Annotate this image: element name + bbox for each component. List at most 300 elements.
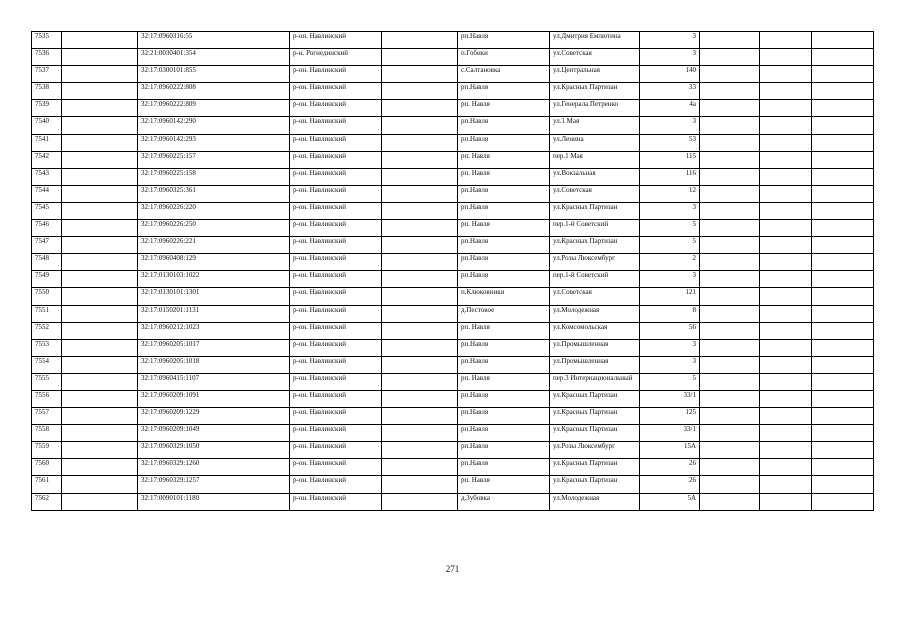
table-row bbox=[32, 134, 874, 151]
blank-col-2-cell bbox=[382, 288, 458, 305]
district-cell: р-он. Навлинский bbox=[290, 254, 382, 271]
record-number-cell: 7536 bbox=[32, 49, 62, 66]
house-number-cell: 2 bbox=[640, 254, 700, 271]
house-number-cell: 125 bbox=[640, 408, 700, 425]
blank-col-2-cell bbox=[382, 254, 458, 271]
blank-col-1-cell bbox=[62, 66, 138, 83]
blank-col-2-cell bbox=[382, 356, 458, 373]
street-cell: ул.Красных Партизан bbox=[550, 476, 640, 493]
house-number-cell: 4а bbox=[640, 100, 700, 117]
blank-col-2-cell bbox=[382, 476, 458, 493]
record-number-cell: 7545 bbox=[32, 202, 62, 219]
blank-col-5-cell bbox=[812, 83, 874, 100]
district-cell: р-он. Навлинский bbox=[290, 100, 382, 117]
house-number-cell: 12 bbox=[640, 185, 700, 202]
house-number-cell: 26 bbox=[640, 476, 700, 493]
blank-col-4-cell bbox=[760, 100, 812, 117]
street-cell: ул.Генерала Петренко bbox=[550, 100, 640, 117]
record-number-cell: 7537 bbox=[32, 66, 62, 83]
settlement-cell: рп. Навля bbox=[458, 373, 550, 390]
table-row bbox=[32, 442, 874, 459]
district-cell: р-он. Навлинский bbox=[290, 476, 382, 493]
table-row bbox=[32, 220, 874, 237]
record-number-cell: 7543 bbox=[32, 168, 62, 185]
blank-col-3-cell bbox=[700, 305, 760, 322]
blank-col-2-cell bbox=[382, 442, 458, 459]
blank-col-1-cell bbox=[62, 271, 138, 288]
table-row bbox=[32, 185, 874, 202]
table-row bbox=[32, 254, 874, 271]
blank-col-4-cell bbox=[760, 83, 812, 100]
blank-col-3-cell bbox=[700, 32, 760, 49]
record-number-cell: 7559 bbox=[32, 442, 62, 459]
blank-col-2-cell bbox=[382, 493, 458, 510]
blank-col-5-cell bbox=[812, 117, 874, 134]
blank-col-2-cell bbox=[382, 271, 458, 288]
settlement-cell: с.Салтановка bbox=[458, 66, 550, 83]
blank-col-4-cell bbox=[760, 408, 812, 425]
table-row bbox=[32, 117, 874, 134]
settlement-cell: рп.Навля bbox=[458, 459, 550, 476]
house-number-cell: 115 bbox=[640, 151, 700, 168]
table-row bbox=[32, 356, 874, 373]
district-cell: р-он. Навлинский bbox=[290, 493, 382, 510]
house-number-cell: 8 bbox=[640, 305, 700, 322]
blank-col-4-cell bbox=[760, 220, 812, 237]
table-row bbox=[32, 305, 874, 322]
record-number-cell: 7538 bbox=[32, 83, 62, 100]
street-cell: ул.Комсомольская bbox=[550, 322, 640, 339]
cadastral-number-cell: 32:17:0960222:809 bbox=[138, 100, 290, 117]
district-cell: р-он. Навлинский bbox=[290, 134, 382, 151]
house-number-cell: 26 bbox=[640, 459, 700, 476]
page-number: 271 bbox=[445, 564, 460, 574]
table-row bbox=[32, 339, 874, 356]
blank-col-5-cell bbox=[812, 288, 874, 305]
table-row bbox=[32, 66, 874, 83]
blank-col-2-cell bbox=[382, 32, 458, 49]
blank-col-2-cell bbox=[382, 237, 458, 254]
record-number-cell: 7540 bbox=[32, 117, 62, 134]
cadastral-number-cell: 32:17:0960316:55 bbox=[138, 32, 290, 49]
street-cell: пер.1-й Советский bbox=[550, 271, 640, 288]
street-cell: ул.Дмитрия Емлютина bbox=[550, 32, 640, 49]
record-number-cell: 7551 bbox=[32, 305, 62, 322]
blank-col-1-cell bbox=[62, 442, 138, 459]
cadastral-number-cell: 32:17:0960325:361 bbox=[138, 185, 290, 202]
blank-col-2-cell bbox=[382, 151, 458, 168]
house-number-cell: 3 bbox=[640, 356, 700, 373]
house-number-cell: 5 bbox=[640, 220, 700, 237]
blank-col-3-cell bbox=[700, 288, 760, 305]
blank-col-1-cell bbox=[62, 425, 138, 442]
cadastral-number-cell: 32:17:0960222:808 bbox=[138, 83, 290, 100]
blank-col-3-cell bbox=[700, 271, 760, 288]
blank-col-4-cell bbox=[760, 254, 812, 271]
table-row bbox=[32, 373, 874, 390]
street-cell: ул.Советская bbox=[550, 185, 640, 202]
blank-col-5-cell bbox=[812, 66, 874, 83]
blank-col-1-cell bbox=[62, 168, 138, 185]
blank-col-3-cell bbox=[700, 117, 760, 134]
cadastral-number-cell: 32:17:0960142:290 bbox=[138, 117, 290, 134]
cadastral-number-cell: 32:17:0960226:220 bbox=[138, 202, 290, 219]
table-row bbox=[32, 476, 874, 493]
blank-col-4-cell bbox=[760, 168, 812, 185]
street-cell: ул.Вокзальная bbox=[550, 168, 640, 185]
blank-col-2-cell bbox=[382, 220, 458, 237]
cadastral-number-cell: 32:17:0960226:250 bbox=[138, 220, 290, 237]
table-row bbox=[32, 288, 874, 305]
settlement-cell: рп.Навля bbox=[458, 442, 550, 459]
settlement-cell: рп. Навля bbox=[458, 100, 550, 117]
blank-col-2-cell bbox=[382, 117, 458, 134]
cadastral-number-cell: 32:17:0960209:1091 bbox=[138, 390, 290, 407]
blank-col-3-cell bbox=[700, 425, 760, 442]
blank-col-5-cell bbox=[812, 185, 874, 202]
street-cell: ул.Центральная bbox=[550, 66, 640, 83]
house-number-cell: 3 bbox=[640, 117, 700, 134]
blank-col-2-cell bbox=[382, 305, 458, 322]
table-row bbox=[32, 322, 874, 339]
table-row bbox=[32, 390, 874, 407]
blank-col-5-cell bbox=[812, 425, 874, 442]
street-cell: ул.Молодежная bbox=[550, 305, 640, 322]
record-number-cell: 7535 bbox=[32, 32, 62, 49]
blank-col-3-cell bbox=[700, 408, 760, 425]
house-number-cell: 33/1 bbox=[640, 390, 700, 407]
blank-col-4-cell bbox=[760, 425, 812, 442]
street-cell: ул.Промышленная bbox=[550, 356, 640, 373]
blank-col-4-cell bbox=[760, 151, 812, 168]
settlement-cell: рп.Навля bbox=[458, 117, 550, 134]
blank-col-3-cell bbox=[700, 100, 760, 117]
settlement-cell: рп.Навля bbox=[458, 271, 550, 288]
record-number-cell: 7550 bbox=[32, 288, 62, 305]
settlement-cell: рп. Навля bbox=[458, 322, 550, 339]
house-number-cell: 33/1 bbox=[640, 425, 700, 442]
blank-col-5-cell bbox=[812, 151, 874, 168]
street-cell: ул.Красных Партизан bbox=[550, 202, 640, 219]
blank-col-1-cell bbox=[62, 32, 138, 49]
district-cell: р-он. Навлинский bbox=[290, 408, 382, 425]
house-number-cell: 5 bbox=[640, 373, 700, 390]
district-cell: р-он. Навлинский bbox=[290, 339, 382, 356]
registry-table bbox=[31, 31, 874, 511]
settlement-cell: рп. Навля bbox=[458, 168, 550, 185]
district-cell: р-н. Рогнединский bbox=[290, 49, 382, 66]
record-number-cell: 7547 bbox=[32, 237, 62, 254]
record-number-cell: 7552 bbox=[32, 322, 62, 339]
blank-col-1-cell bbox=[62, 459, 138, 476]
district-cell: р-он. Навлинский bbox=[290, 425, 382, 442]
record-number-cell: 7557 bbox=[32, 408, 62, 425]
cadastral-number-cell: 32:17:0960205:1017 bbox=[138, 339, 290, 356]
blank-col-4-cell bbox=[760, 356, 812, 373]
record-number-cell: 7544 bbox=[32, 185, 62, 202]
street-cell: пер.3 Интернациональный bbox=[550, 373, 640, 390]
blank-col-5-cell bbox=[812, 220, 874, 237]
blank-col-1-cell bbox=[62, 220, 138, 237]
blank-col-4-cell bbox=[760, 202, 812, 219]
blank-col-1-cell bbox=[62, 254, 138, 271]
table-row bbox=[32, 151, 874, 168]
table-row bbox=[32, 49, 874, 66]
table-row bbox=[32, 32, 874, 49]
blank-col-4-cell bbox=[760, 185, 812, 202]
blank-col-1-cell bbox=[62, 373, 138, 390]
street-cell: ул.Ленина bbox=[550, 134, 640, 151]
settlement-cell: рп.Навля bbox=[458, 185, 550, 202]
blank-col-1-cell bbox=[62, 237, 138, 254]
cadastral-number-cell: 32:17:0960142:293 bbox=[138, 134, 290, 151]
settlement-cell: рп.Навля bbox=[458, 254, 550, 271]
cadastral-number-cell: 32:17:0960408:129 bbox=[138, 254, 290, 271]
cadastral-number-cell: 32:17:0960209:1049 bbox=[138, 425, 290, 442]
settlement-cell: п.Гобики bbox=[458, 49, 550, 66]
blank-col-3-cell bbox=[700, 390, 760, 407]
blank-col-5-cell bbox=[812, 390, 874, 407]
blank-col-3-cell bbox=[700, 459, 760, 476]
cadastral-number-cell: 32:17:0960212:1023 bbox=[138, 322, 290, 339]
blank-col-4-cell bbox=[760, 134, 812, 151]
blank-col-2-cell bbox=[382, 373, 458, 390]
district-cell: р-он. Навлинский bbox=[290, 271, 382, 288]
blank-col-3-cell bbox=[700, 254, 760, 271]
blank-col-4-cell bbox=[760, 66, 812, 83]
district-cell: р-он. Навлинский bbox=[290, 288, 382, 305]
blank-col-4-cell bbox=[760, 339, 812, 356]
house-number-cell: 121 bbox=[640, 288, 700, 305]
street-cell: пер.1-й Советский bbox=[550, 220, 640, 237]
settlement-cell: д.Пестовое bbox=[458, 305, 550, 322]
table-row bbox=[32, 202, 874, 219]
blank-col-4-cell bbox=[760, 271, 812, 288]
street-cell: ул.Советская bbox=[550, 49, 640, 66]
table-row bbox=[32, 425, 874, 442]
blank-col-5-cell bbox=[812, 134, 874, 151]
table-row bbox=[32, 168, 874, 185]
district-cell: р-он. Навлинский bbox=[290, 442, 382, 459]
house-number-cell: 5А bbox=[640, 493, 700, 510]
blank-col-3-cell bbox=[700, 66, 760, 83]
blank-col-2-cell bbox=[382, 66, 458, 83]
record-number-cell: 7541 bbox=[32, 134, 62, 151]
settlement-cell: п.Клюковники bbox=[458, 288, 550, 305]
blank-col-1-cell bbox=[62, 339, 138, 356]
street-cell: ул.Розы Люксембург bbox=[550, 442, 640, 459]
blank-col-3-cell bbox=[700, 237, 760, 254]
blank-col-3-cell bbox=[700, 493, 760, 510]
blank-col-2-cell bbox=[382, 202, 458, 219]
street-cell: ул.Красных Партизан bbox=[550, 83, 640, 100]
blank-col-5-cell bbox=[812, 459, 874, 476]
record-number-cell: 7562 bbox=[32, 493, 62, 510]
district-cell: р-он. Навлинский bbox=[290, 117, 382, 134]
blank-col-1-cell bbox=[62, 100, 138, 117]
cadastral-number-cell: 32:17:0130101:1301 bbox=[138, 288, 290, 305]
house-number-cell: 53 bbox=[640, 134, 700, 151]
district-cell: р-он. Навлинский bbox=[290, 220, 382, 237]
blank-col-5-cell bbox=[812, 373, 874, 390]
blank-col-2-cell bbox=[382, 100, 458, 117]
registry-table-body bbox=[32, 32, 874, 511]
table-row bbox=[32, 493, 874, 510]
street-cell: ул.Красных Партизан bbox=[550, 459, 640, 476]
blank-col-2-cell bbox=[382, 322, 458, 339]
blank-col-5-cell bbox=[812, 32, 874, 49]
settlement-cell: д.Зубовка bbox=[458, 493, 550, 510]
cadastral-number-cell: 32:17:0960209:1229 bbox=[138, 408, 290, 425]
blank-col-2-cell bbox=[382, 83, 458, 100]
record-number-cell: 7555 bbox=[32, 373, 62, 390]
table-row bbox=[32, 83, 874, 100]
street-cell: ул.Красных Партизан bbox=[550, 237, 640, 254]
blank-col-4-cell bbox=[760, 305, 812, 322]
house-number-cell: 33 bbox=[640, 83, 700, 100]
street-cell: ул.Красных Партизан bbox=[550, 425, 640, 442]
settlement-cell: рп.Навля bbox=[458, 408, 550, 425]
district-cell: р-он. Навлинский bbox=[290, 237, 382, 254]
cadastral-number-cell: 32:21:0030401:354 bbox=[138, 49, 290, 66]
house-number-cell: 15А bbox=[640, 442, 700, 459]
cadastral-number-cell: 32:17:0130103:1022 bbox=[138, 271, 290, 288]
blank-col-3-cell bbox=[700, 356, 760, 373]
blank-col-2-cell bbox=[382, 408, 458, 425]
blank-col-4-cell bbox=[760, 459, 812, 476]
blank-col-4-cell bbox=[760, 322, 812, 339]
district-cell: р-он. Навлинский bbox=[290, 66, 382, 83]
blank-col-5-cell bbox=[812, 237, 874, 254]
cadastral-number-cell: 32:17:0960329:1050 bbox=[138, 442, 290, 459]
district-cell: р-он. Навлинский bbox=[290, 83, 382, 100]
house-number-cell: 3 bbox=[640, 32, 700, 49]
settlement-cell: рп. Навля bbox=[458, 220, 550, 237]
settlement-cell: рп.Навля bbox=[458, 425, 550, 442]
street-cell: ул.Красных Партизан bbox=[550, 408, 640, 425]
blank-col-3-cell bbox=[700, 476, 760, 493]
blank-col-5-cell bbox=[812, 49, 874, 66]
settlement-cell: рп.Навля bbox=[458, 356, 550, 373]
blank-col-1-cell bbox=[62, 356, 138, 373]
cadastral-number-cell: 32:17:0960226:221 bbox=[138, 237, 290, 254]
record-number-cell: 7546 bbox=[32, 220, 62, 237]
blank-col-2-cell bbox=[382, 168, 458, 185]
blank-col-2-cell bbox=[382, 459, 458, 476]
blank-col-1-cell bbox=[62, 151, 138, 168]
blank-col-2-cell bbox=[382, 339, 458, 356]
blank-col-4-cell bbox=[760, 32, 812, 49]
blank-col-3-cell bbox=[700, 339, 760, 356]
district-cell: р-он. Навлинский bbox=[290, 390, 382, 407]
blank-col-1-cell bbox=[62, 408, 138, 425]
blank-col-5-cell bbox=[812, 356, 874, 373]
record-number-cell: 7556 bbox=[32, 390, 62, 407]
cadastral-number-cell: 32:17:0960225:157 bbox=[138, 151, 290, 168]
district-cell: р-он. Навлинский bbox=[290, 202, 382, 219]
blank-col-5-cell bbox=[812, 339, 874, 356]
blank-col-3-cell bbox=[700, 83, 760, 100]
record-number-cell: 7561 bbox=[32, 476, 62, 493]
blank-col-4-cell bbox=[760, 288, 812, 305]
blank-col-2-cell bbox=[382, 49, 458, 66]
settlement-cell: рп.Навля bbox=[458, 339, 550, 356]
district-cell: р-он. Навлинский bbox=[290, 168, 382, 185]
blank-col-4-cell bbox=[760, 442, 812, 459]
district-cell: р-он. Навлинский bbox=[290, 185, 382, 202]
blank-col-1-cell bbox=[62, 49, 138, 66]
blank-col-4-cell bbox=[760, 493, 812, 510]
settlement-cell: рп.Навля bbox=[458, 237, 550, 254]
blank-col-3-cell bbox=[700, 134, 760, 151]
house-number-cell: 140 bbox=[640, 66, 700, 83]
settlement-cell: рп.Навля bbox=[458, 134, 550, 151]
blank-col-4-cell bbox=[760, 390, 812, 407]
street-cell: ул.Советская bbox=[550, 288, 640, 305]
record-number-cell: 7560 bbox=[32, 459, 62, 476]
blank-col-3-cell bbox=[700, 322, 760, 339]
blank-col-4-cell bbox=[760, 49, 812, 66]
blank-col-5-cell bbox=[812, 408, 874, 425]
blank-col-3-cell bbox=[700, 185, 760, 202]
blank-col-3-cell bbox=[700, 442, 760, 459]
record-number-cell: 7558 bbox=[32, 425, 62, 442]
blank-col-4-cell bbox=[760, 476, 812, 493]
house-number-cell: 56 bbox=[640, 322, 700, 339]
blank-col-5-cell bbox=[812, 168, 874, 185]
record-number-cell: 7554 bbox=[32, 356, 62, 373]
record-number-cell: 7549 bbox=[32, 271, 62, 288]
house-number-cell: 3 bbox=[640, 271, 700, 288]
table-row bbox=[32, 408, 874, 425]
record-number-cell: 7553 bbox=[32, 339, 62, 356]
district-cell: р-он. Навлинский bbox=[290, 305, 382, 322]
blank-col-5-cell bbox=[812, 202, 874, 219]
blank-col-5-cell bbox=[812, 254, 874, 271]
blank-col-1-cell bbox=[62, 493, 138, 510]
blank-col-2-cell bbox=[382, 425, 458, 442]
house-number-cell: 3 bbox=[640, 49, 700, 66]
cadastral-number-cell: 32:17:0960415:1107 bbox=[138, 373, 290, 390]
blank-col-2-cell bbox=[382, 390, 458, 407]
record-number-cell: 7542 bbox=[32, 151, 62, 168]
blank-col-3-cell bbox=[700, 202, 760, 219]
blank-col-5-cell bbox=[812, 442, 874, 459]
blank-col-1-cell bbox=[62, 117, 138, 134]
blank-col-5-cell bbox=[812, 476, 874, 493]
blank-col-1-cell bbox=[62, 202, 138, 219]
blank-col-2-cell bbox=[382, 185, 458, 202]
cadastral-number-cell: 32:17:0090101:1180 bbox=[138, 493, 290, 510]
settlement-cell: рп.Навля bbox=[458, 202, 550, 219]
cadastral-number-cell: 32:17:0960205:1018 bbox=[138, 356, 290, 373]
blank-col-1-cell bbox=[62, 83, 138, 100]
street-cell: ул.1 Мая bbox=[550, 117, 640, 134]
table-row bbox=[32, 459, 874, 476]
blank-col-5-cell bbox=[812, 305, 874, 322]
blank-col-1-cell bbox=[62, 288, 138, 305]
house-number-cell: 116 bbox=[640, 168, 700, 185]
blank-col-4-cell bbox=[760, 373, 812, 390]
blank-col-1-cell bbox=[62, 185, 138, 202]
street-cell: ул.Розы Люксембург bbox=[550, 254, 640, 271]
blank-col-1-cell bbox=[62, 134, 138, 151]
blank-col-3-cell bbox=[700, 49, 760, 66]
cadastral-number-cell: 32:17:0960225:158 bbox=[138, 168, 290, 185]
blank-col-5-cell bbox=[812, 322, 874, 339]
settlement-cell: рп. Навля bbox=[458, 476, 550, 493]
settlement-cell: рп.Навля bbox=[458, 32, 550, 49]
